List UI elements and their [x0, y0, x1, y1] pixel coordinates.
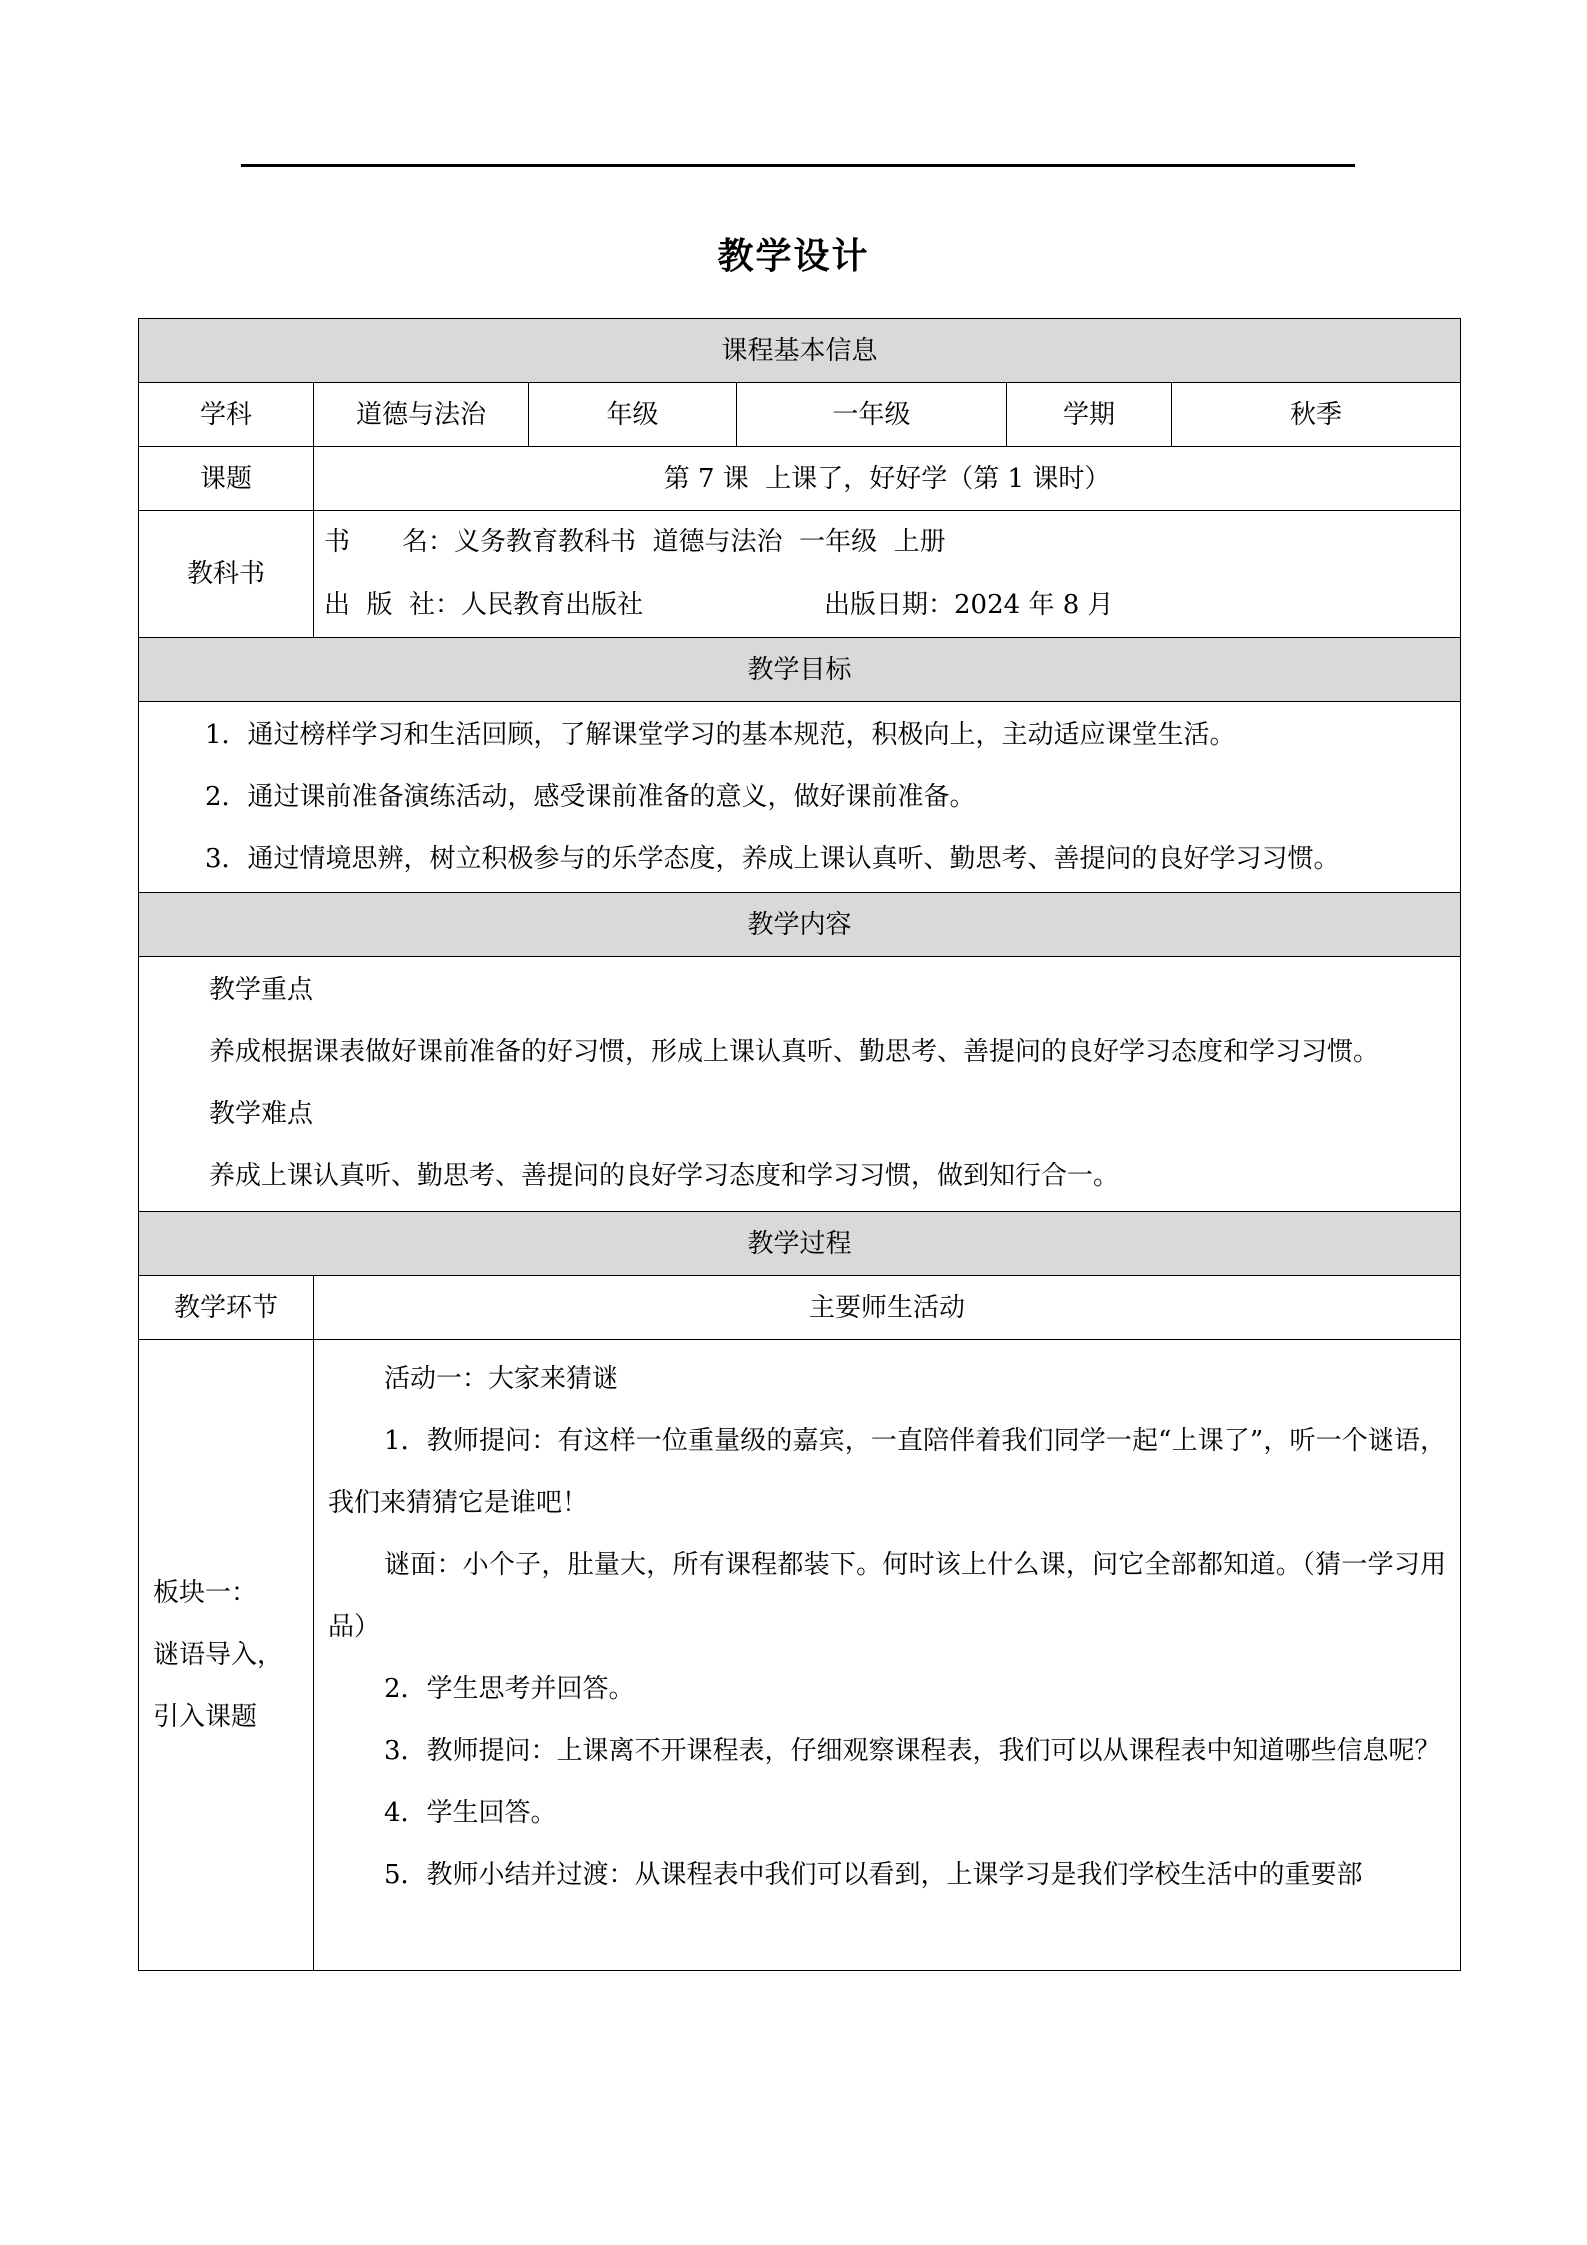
key-points-text: 养成根据课表做好课前准备的好习惯，形成上课认真听、勤思考、善提问的良好学习态度和学习习惯。	[209, 1037, 1380, 1067]
content-section-title: 教学内容	[139, 893, 1461, 957]
book-name-value: 义务教育教科书 道德与法治 一年级 上册	[454, 527, 946, 557]
topic-label: 课题	[139, 447, 314, 511]
subject-row	[139, 383, 1461, 447]
topic-value: 第 7 课 上课了，好好学（第 1 课时）	[314, 447, 1461, 511]
difficulty-title: 教学难点	[209, 1099, 314, 1129]
grade-value: 一年级	[737, 383, 1007, 447]
publisher-label: 出 版 社：	[324, 590, 462, 620]
goals-header-row	[139, 638, 1461, 702]
difficulty-text: 养成上课认真听、勤思考、善提问的良好学习态度和学习习惯，做到知行合一。	[209, 1161, 1120, 1191]
activity-step: 2．学生思考并回答。	[384, 1674, 635, 1704]
key-points-title: 教学重点	[209, 975, 314, 1005]
stage-row	[139, 1340, 1461, 1971]
topic-row	[139, 447, 1461, 511]
content-body	[139, 957, 1461, 1212]
activity-step: 5．教师小结并过渡：从课程表中我们可以看到，上课学习是我们学校生活中的重要部	[384, 1860, 1363, 1890]
publisher-group	[324, 574, 824, 637]
lesson-plan-table	[138, 318, 1461, 1971]
header-rule	[241, 164, 1355, 167]
content-header-row	[139, 893, 1461, 957]
grade-label: 年级	[529, 383, 737, 447]
stage-cell	[139, 1340, 314, 1971]
document-title: 教学设计	[717, 235, 870, 277]
basic-info-header-row	[139, 319, 1461, 383]
pub-date-label: 出版日期：	[824, 590, 955, 620]
activity-step: 4．学生回答。	[384, 1798, 557, 1828]
stage-line: 引入课题	[153, 1702, 258, 1732]
stage-column-header: 教学环节	[139, 1276, 314, 1340]
activity-title: 活动一：大家来猜谜	[384, 1364, 619, 1394]
stage-line: 板块一：	[153, 1578, 258, 1608]
activity-step: 3．教师提问：上课离不开课程表，仔细观察课程表，我们可以从课程表中知道哪些信息呢？	[384, 1736, 1441, 1766]
pub-date-value: 2024 年 8 月	[954, 590, 1114, 620]
publisher-line	[324, 574, 1460, 637]
stage-line: 谜语导入，	[153, 1640, 284, 1670]
process-header-row	[139, 1212, 1461, 1276]
goals-list	[139, 702, 1461, 893]
process-section-title: 教学过程	[139, 1212, 1461, 1276]
textbook-label: 教科书	[139, 511, 314, 638]
subject-value: 道德与法治	[314, 383, 529, 447]
goal-item: 2．通过课前准备演练活动，感受课前准备的意义，做好课前准备。	[205, 782, 976, 812]
textbook-row	[139, 511, 1461, 638]
book-name-label: 书 名：	[324, 527, 455, 557]
goals-section-title: 教学目标	[139, 638, 1461, 702]
goal-item: 1．通过榜样学习和生活回顾，了解课堂学习的基本规范，积极向上，主动适应课堂生活。	[205, 720, 1236, 750]
term-label: 学期	[1007, 383, 1172, 447]
activity-step: 谜面：小个子，肚量大，所有课程都装下。何时该上什么课，问它全部都知道。（猜一学习用品）	[328, 1550, 1447, 1642]
subject-label: 学科	[139, 383, 314, 447]
book-name-line	[324, 511, 1460, 574]
term-value: 秋季	[1172, 383, 1461, 447]
publisher-value: 人民教育出版社	[461, 590, 644, 620]
content-row	[139, 957, 1461, 1212]
basic-info-section-title: 课程基本信息	[139, 319, 1461, 383]
textbook-info	[314, 511, 1461, 638]
goals-row	[139, 702, 1461, 893]
goal-item: 3．通过情境思辨，树立积极参与的乐学态度，养成上课认真听、勤思考、善提问的良好学习习惯。	[205, 844, 1340, 874]
activity-cell	[314, 1340, 1461, 1971]
process-columns-row	[139, 1276, 1461, 1340]
activity-column-header: 主要师生活动	[314, 1276, 1461, 1340]
activity-step: 1．教师提问：有这样一位重量级的嘉宾，一直陪伴着我们同学一起“上课了”，听一个谜语，我们来猜猜它是谁吧！	[328, 1426, 1447, 1518]
